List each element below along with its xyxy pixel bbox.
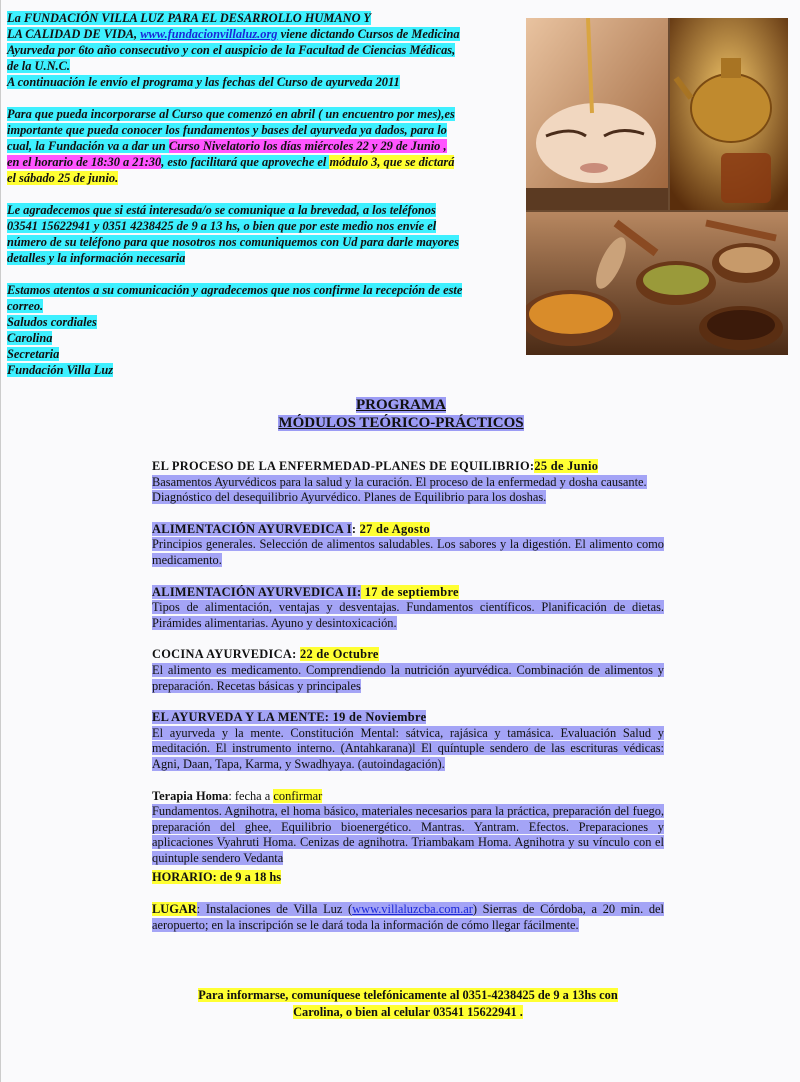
signature-line: Fundación Villa Luz <box>7 363 114 377</box>
intro-paragraph <box>7 10 519 90</box>
nivelatorio-paragraph <box>7 106 519 186</box>
curso-nivelatorio-highlight: Curso Nivelatorio los días miércoles 22 y 29 de Junio , <box>168 139 447 153</box>
module-date: 17 de septiembre <box>361 584 459 599</box>
signature-line: Saludos cordiales <box>7 315 97 329</box>
teapot-shape <box>691 74 771 142</box>
horario-line <box>152 870 664 886</box>
body-line: Estamos atentos a su comunicación y agradecemos que nos confirme la recepción de este <box>7 283 463 297</box>
intro-line: La FUNDACIÓN VILLA LUZ PARA EL DESARROLLO HUMANO Y <box>7 11 371 25</box>
body-line: cual, la Fundación va a dar un <box>7 139 169 153</box>
body-line: 03541 15622941 y 0351 4238425 de 9 a 13 hs, o bien que por este medio nos envíe el <box>7 219 437 233</box>
module-separator: : <box>324 710 333 725</box>
intro-line: viene dictando Cursos de Medicina <box>277 27 460 41</box>
program-subtitle <box>1 414 800 432</box>
intro-line: A continuación le envío el programa y las fechas del Curso de ayurveda 2011 <box>7 75 400 89</box>
module-separator: : fecha a <box>228 788 274 803</box>
module-date: 22 de Octubre <box>300 647 379 662</box>
lugar-text: ) Sierras de Córdoba, a 20 min. del aeropuerto; en la inscripción se le dará toda la información de cómo llegar fácilmente <box>152 902 664 932</box>
horario-text: HORARIO: de 9 a 18 hs <box>152 870 282 885</box>
program-title <box>1 396 800 414</box>
lugar-label: LUGAR <box>152 902 197 917</box>
signature-line: Secretaria <box>7 347 60 361</box>
module-date: 19 de Noviembre <box>332 710 427 725</box>
horario-highlight: en el horario de 18:30 a 21:30 <box>7 155 162 169</box>
contact-footer <box>161 987 655 1021</box>
modules-list <box>152 459 664 933</box>
tea-glass <box>721 153 771 203</box>
module-name: EL AYURVEDA Y LA MENTE <box>152 710 325 725</box>
module-description: El ayurveda y la mente. Constitución Mental: sátvica, rajásica y tamásica. Evaluación Salud y meditación. El instrumento interno. (Antahkarana)l El quíntuple sendero de las escrituras védicas: Agni, Daan, Tapa, Karma, y Swadhyaya. (autoindagación). <box>152 725 664 771</box>
cardamom-bowl <box>643 265 709 295</box>
module-name: Terapia Homa <box>152 788 229 803</box>
module-item <box>152 647 664 694</box>
body-line: detalles y la información necesaria <box>7 251 186 265</box>
module-date: 27 de Agosto <box>359 521 431 536</box>
module-description: Tipos de alimentación, ventajas y desventajas. Fundamentos científicos. Planificación de dietas. Pirámides alimentarias. Ayuno y desintoxicación. <box>152 600 664 630</box>
letter-text <box>7 10 519 378</box>
module-description: El alimento es medicamento. Comprendiendo la nutrición ayurvédica. Combinación de alimentos y preparación. Recetas básicas y principales <box>152 662 664 693</box>
villaluz-link[interactable]: www.villaluzcba.com.ar <box>352 902 473 917</box>
turmeric-bowl <box>529 294 613 334</box>
fecha-highlight: el sábado 25 de junio. <box>7 171 119 185</box>
module-description: Basamentos Ayurvédicos para la salud y la curación. El proceso de la enfermedad y dosha causante. <box>152 474 647 489</box>
body-line: , esto facilitará que aproveche el <box>161 155 330 169</box>
program-title-text: PROGRAMA <box>356 397 446 413</box>
contact-paragraph <box>7 202 519 266</box>
module-description: Fundamentos. Agnihotra, el homa básico, materiales necesarios para la práctica, preparación del fuego, preparación del ghee, Equilibrio bioenergético. Mantras. Yantram. Efectos. Preparaciones y aplicaciones Vyahruti Homa. Cenizas de agnihotra. Triambakam Homa. Agnihotra y su vínculo con el quintuple sendero Vedanta <box>152 804 664 865</box>
footer-line: Carolina, o bien al celular 03541 15622941 . <box>293 1005 523 1019</box>
body-line: Para que pueda incorporarse al Curso que comenzó en abril ( un encuentro por mes),es <box>7 107 455 121</box>
lugar-text: : Instalaciones de Villa Luz ( <box>196 902 353 917</box>
module-description: Diagnóstico del desequilibrio Ayurvédico. Planes de Equilibrio para los doshas. <box>152 490 547 505</box>
modulo3-highlight: módulo 3, que se dictará <box>329 155 455 169</box>
body-line: Le agradecemos que si está interesada/o se comunique a la brevedad, a los teléfonos <box>7 203 436 217</box>
module-item <box>152 789 664 867</box>
intro-line: LA CALIDAD DE VIDA, <box>7 27 141 41</box>
module-name: EL PROCESO DE LA ENFERMEDAD-PLANES DE EQUILIBRIO: <box>152 459 535 473</box>
program-subtitle-text: MÓDULOS TEÓRICO-PRÁCTICOS <box>278 415 524 431</box>
module-item <box>152 459 664 506</box>
body-line: importante que pueda conocer los fundamentos y bases del ayurveda ya dados, para lo <box>7 123 447 137</box>
signature-line: Carolina <box>7 331 53 345</box>
module-name: COCINA AYURVEDICA: <box>152 647 301 662</box>
footer-line: Para informarse, comuníquese telefónicamente al 0351-4238425 de 9 a 13hs con <box>198 988 618 1002</box>
lugar-end: . <box>575 917 579 932</box>
intro-line: Ayurveda por 6to año consecutivo y con el auspicio de la Facultad de Ciencias Médicas, <box>7 43 456 57</box>
module-item <box>152 585 664 632</box>
collage-svg <box>526 18 788 355</box>
module-separator: : <box>351 521 360 536</box>
module-name: ALIMENTACIÓN AYURVEDICA II: <box>152 584 362 599</box>
module-item <box>152 710 664 772</box>
body-line: número de su teléfono para que nosotros nos comuniquemos con Ud para darle mayores <box>7 235 459 249</box>
intro-line: de la U.N.C. <box>7 59 70 73</box>
module-description: Principios generales. Selección de alimentos saludables. Los sabores y la digestión. El alimento como medicamento. <box>152 537 664 567</box>
closing-paragraph <box>7 282 519 378</box>
fundacion-link[interactable]: www.fundacionvillaluz.org <box>140 27 278 41</box>
lugar-paragraph <box>152 902 664 933</box>
body-line: correo. <box>7 299 44 313</box>
module-name: ALIMENTACIÓN AYURVEDICA I <box>152 521 352 536</box>
module-item <box>152 522 664 569</box>
module-date: 25 de Junio <box>534 459 599 473</box>
module-date: confirmar <box>273 788 323 803</box>
ayurveda-collage-image <box>526 18 788 355</box>
